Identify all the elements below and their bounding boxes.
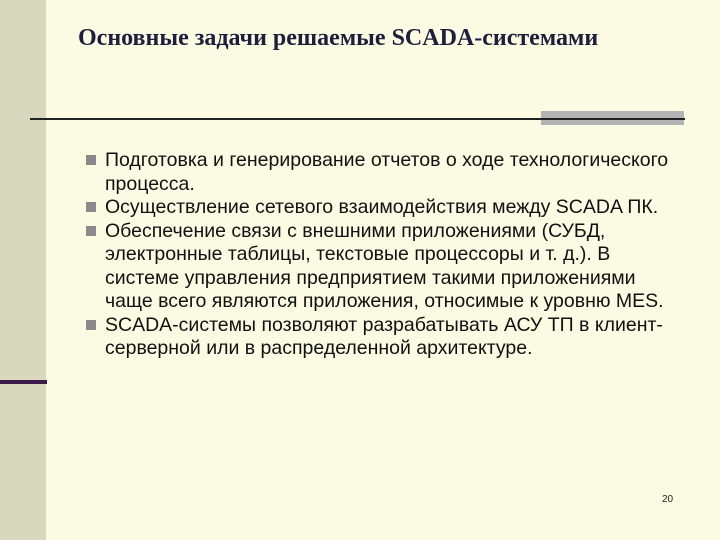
square-bullet-icon (86, 226, 96, 236)
slide-title: Основные задачи решаемые SCADA-системами (78, 25, 599, 51)
title-divider (30, 118, 685, 120)
bullet-item (86, 149, 686, 196)
bullet-list (86, 149, 686, 361)
bullet-text: Обеспечение связи с внешними приложениями (СУБД, электронные таблицы, текстовые процессоры и т. д.). В системе управления предприятием такими приложениями чаще всего являются приложения, относимые к уровню MES. (105, 219, 664, 312)
bullet-item (86, 314, 686, 361)
bullet-text: Осуществление сетевого взаимодействия между SCADA ПК. (105, 196, 659, 218)
square-bullet-icon (86, 202, 96, 212)
square-bullet-icon (86, 155, 96, 165)
bullet-text: SCADA-системы позволяют разрабатывать АСУ ТП в клиент-серверной или в распределенной архитектуре. (105, 313, 663, 359)
left-accent-line (0, 380, 47, 384)
square-bullet-icon (86, 320, 96, 330)
page-number: 20 (662, 494, 674, 505)
left-decorative-band (0, 0, 46, 540)
bullet-text: Подготовка и генерирование отчетов о ходе технологического процесса. (105, 149, 669, 195)
bullet-item (86, 196, 686, 220)
bullet-item (86, 220, 686, 314)
